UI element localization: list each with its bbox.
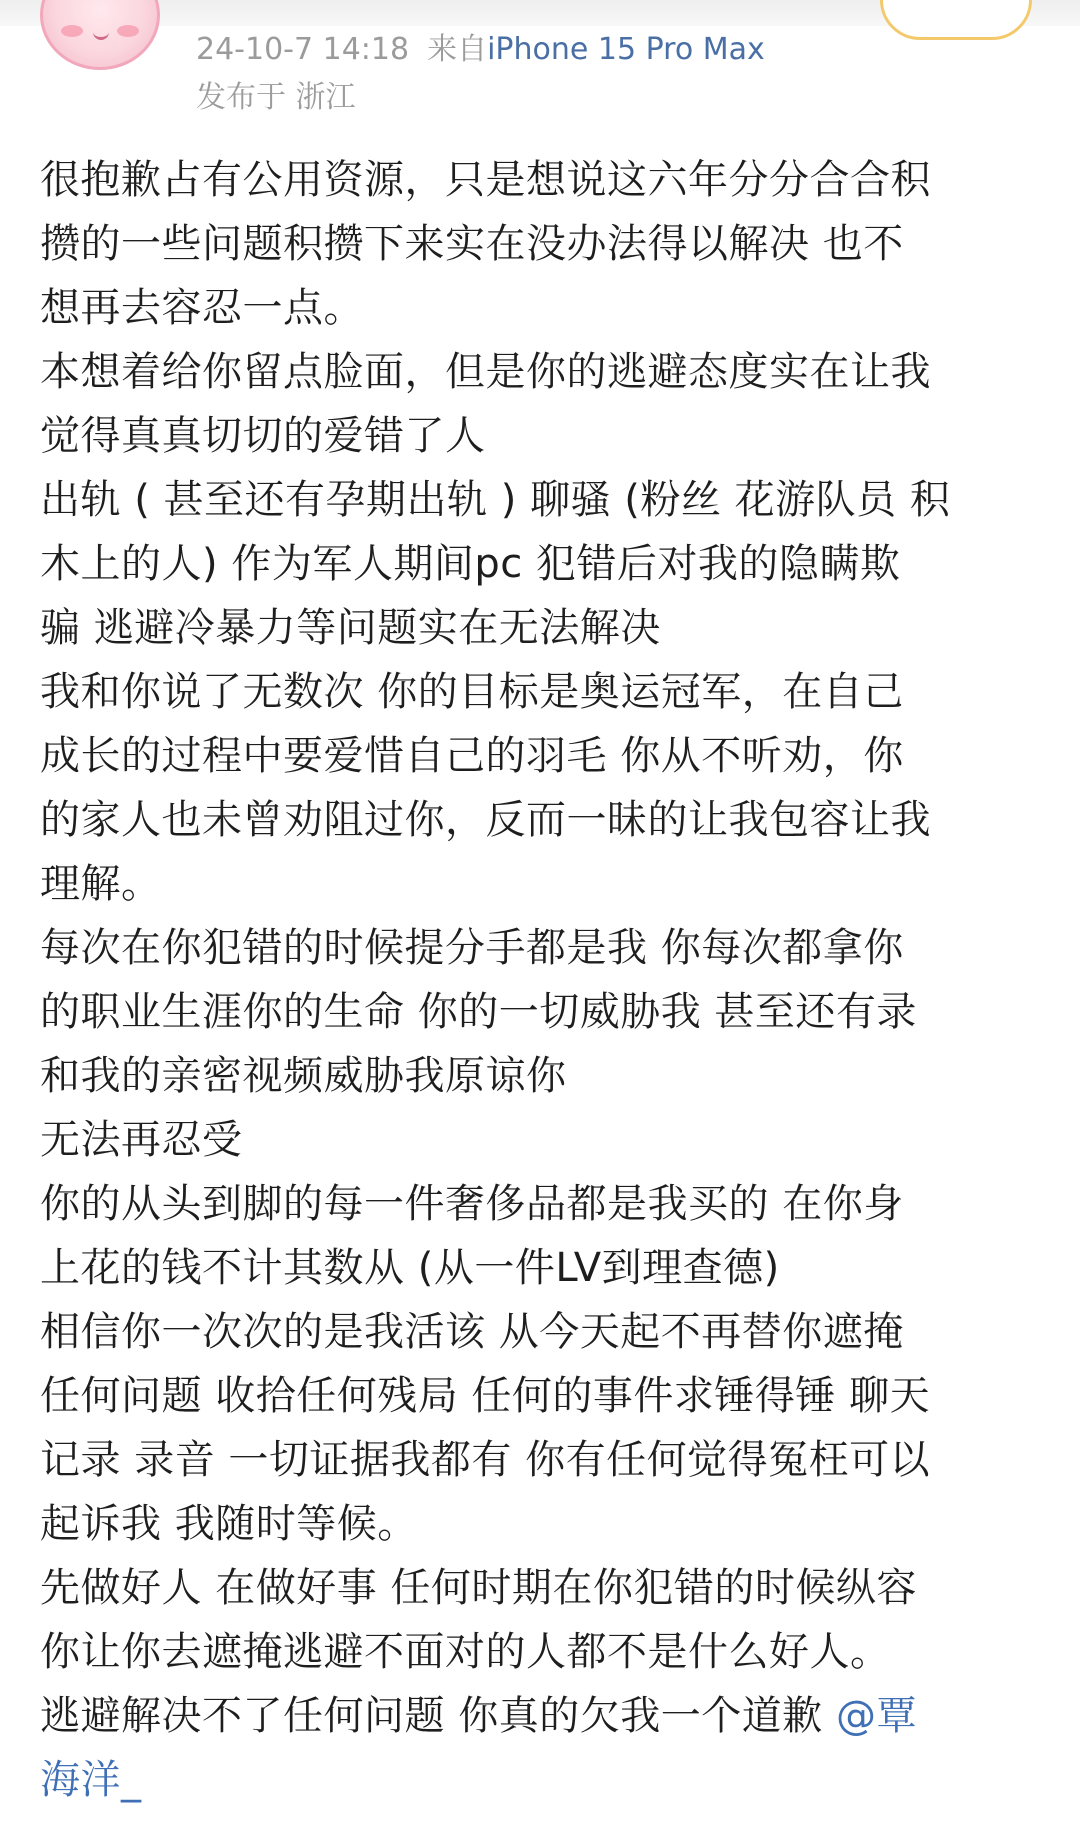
post-line: 你让你去遮掩逃避不面对的人都不是什么好人。: [40, 1629, 891, 1675]
post-line: 记录 录音 一切证据我都有 你有任何觉得冤枉可以: [40, 1437, 931, 1483]
post-line: 相信你一次次的是我活该 从今天起不再替你遮掩: [40, 1309, 904, 1355]
post-line: 骗 逃避冷暴力等问题实在无法解决: [40, 605, 661, 651]
avatar-cheek-left: [61, 25, 83, 37]
avatar[interactable]: [40, 0, 160, 70]
post-line: 和我的亲密视频威胁我原谅你: [40, 1053, 567, 1099]
post-line: 每次在你犯错的时候提分手都是我 你每次都拿你: [40, 925, 904, 971]
post-line: 无法再忍受: [40, 1117, 243, 1163]
mention-link-part1[interactable]: @覃: [835, 1693, 917, 1739]
mention-link-part2[interactable]: 海洋_: [40, 1757, 142, 1803]
post-line: 觉得真真切切的爱错了人: [40, 413, 486, 459]
post-line: 的家人也未曾劝阻过你，反而一昧的让我包容让我: [40, 797, 931, 843]
post-line: 出轨 ( 甚至还有孕期出轨 ) 聊骚 (粉丝 花游队员 积: [40, 477, 951, 523]
post-line: 想再去容忍一点。: [40, 285, 364, 331]
avatar-mouth: [93, 29, 109, 40]
post-line: 任何问题 收拾任何残局 任何的事件求锤得锤 聊天: [40, 1373, 931, 1419]
follow-button[interactable]: [880, 0, 1032, 40]
post-line: 起诉我 我随时等候。: [40, 1501, 418, 1547]
post-line-final: [40, 1684, 1050, 1748]
post-line-final-text: 逃避解决不了任何问题 你真的欠我一个道歉: [40, 1693, 836, 1739]
post-line: 上花的钱不计其数从 (从一件LV到理查德): [40, 1245, 780, 1291]
post-line: 你的从头到脚的每一件奢侈品都是我买的 在你身: [40, 1181, 904, 1227]
source-device[interactable]: iPhone 15 Pro Max: [487, 32, 765, 67]
post-meta: [196, 30, 765, 70]
post-line: 理解。: [40, 861, 162, 907]
post-line: 我和你说了无数次 你的目标是奥运冠军，在自己: [40, 669, 904, 715]
post-line: 先做好人 在做好事 任何时期在你犯错的时候纵容: [40, 1565, 917, 1611]
post-line: 很抱歉占有公用资源，只是想说这六年分分合合积: [40, 157, 931, 203]
post-line: 成长的过程中要爱惜自己的羽毛 你从不听劝，你: [40, 733, 904, 779]
post-header: [0, 0, 1080, 130]
post-line-mention-tail: [40, 1748, 1050, 1812]
post-line: 攒的一些问题积攒下来实在没办法得以解决 也不: [40, 221, 904, 267]
post-line: 木上的人) 作为军人期间pc 犯错后对我的隐瞒欺: [40, 541, 901, 587]
post-body: [40, 148, 1050, 1812]
post-line: 本想着给你留点脸面，但是你的逃避态度实在让我: [40, 349, 931, 395]
post-location: 发布于 浙江: [196, 80, 356, 115]
post-line: 的职业生涯你的生命 你的一切威胁我 甚至还有录: [40, 989, 917, 1035]
source-prefix: 来自: [427, 32, 488, 67]
avatar-cheek-right: [117, 25, 139, 37]
post-timestamp: 24-10-7 14:18: [196, 32, 410, 67]
